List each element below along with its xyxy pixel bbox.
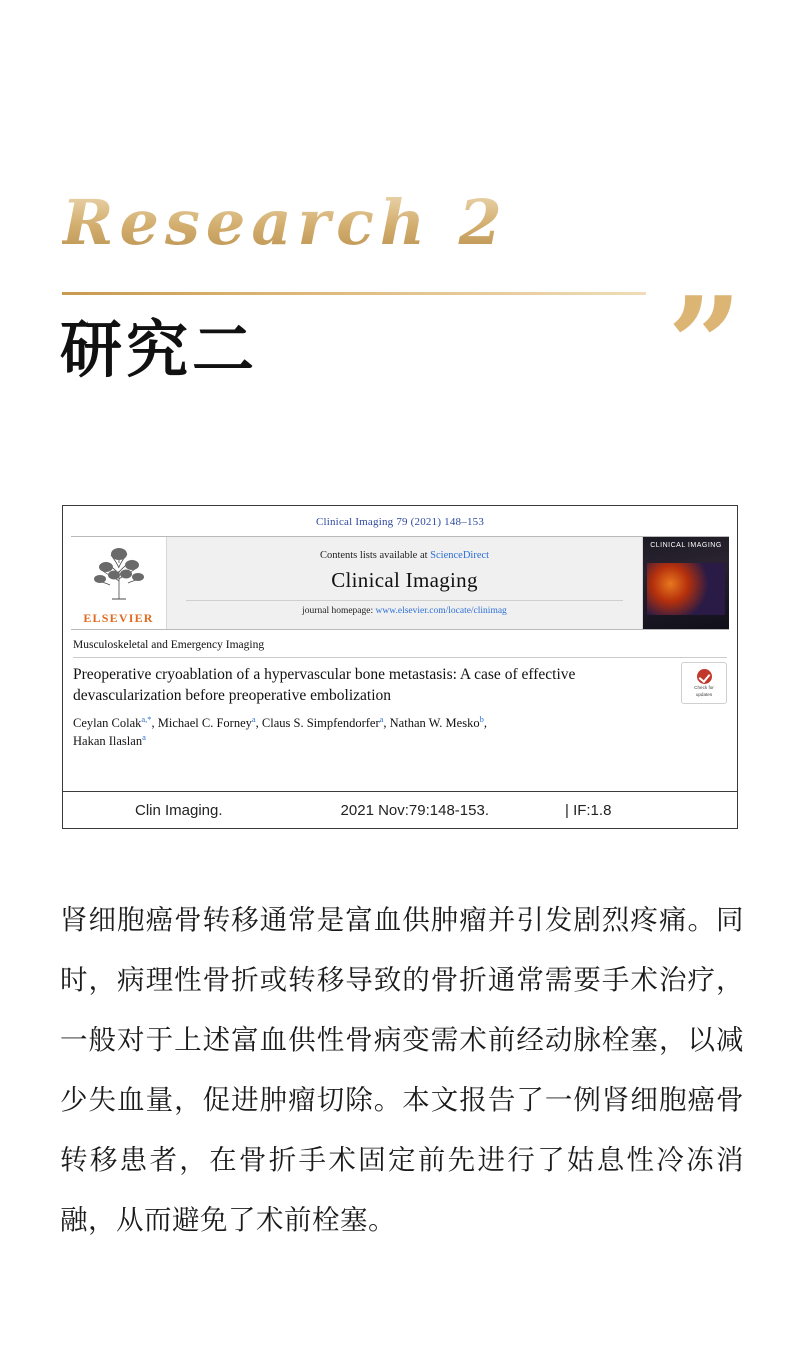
elsevier-tree-icon — [88, 541, 150, 603]
author-name: Ceylan Colak — [73, 716, 142, 730]
author-name: Michael C. Forney — [157, 716, 252, 730]
crossmark-circle-icon — [697, 669, 712, 684]
author-affiliation-marker: a — [379, 713, 384, 724]
page-header — [0, 0, 800, 430]
gold-divider — [62, 292, 646, 295]
page-title: 研究二 — [60, 313, 259, 386]
footer-impact-factor: | IF:1.8 — [565, 801, 612, 819]
header-script-title — [62, 186, 508, 259]
elsevier-logo — [71, 537, 167, 629]
cover-title: CLINICAL IMAGING — [650, 542, 722, 549]
journal-name: Clinical Imaging — [331, 568, 478, 592]
article-section-label: Musculoskeletal and Emergency Imaging — [73, 639, 727, 658]
contents-prefix: Contents lists available at — [319, 550, 431, 561]
article-title: Preoperative cryoablation of a hypervascular bone metastasis: A case of effective devascularization before preoperative embolization — [73, 666, 576, 704]
journal-masthead — [71, 536, 729, 630]
author-name: Nathan W. Mesko — [389, 716, 480, 730]
author-name: Claus S. Simpfendorfer — [261, 716, 380, 730]
article-title-row — [73, 658, 727, 707]
quote-mark-icon: ” — [667, 268, 740, 421]
elsevier-wordmark: ELSEVIER — [83, 611, 154, 625]
article-authors: Ceylan Colak$^{a,*}$, Michael C. Forney$^a$, Claus S. Simpfendorfer$^a$, Nathan W. Mesko$^b$, Hakan Ilaslan$^a$ — [73, 713, 487, 749]
sciencedirect-link[interactable]: ScienceDirect — [430, 550, 490, 561]
journal-homepage-link[interactable]: www.elsevier.com/locate/clinimag — [375, 606, 507, 616]
author-affiliation-marker: a — [251, 713, 256, 724]
crossmark-label-line2: updates — [695, 691, 713, 697]
header-script-title-text: Research 2 — [62, 186, 508, 259]
author-affiliation-marker: a,* — [141, 713, 152, 724]
cover-artwork — [647, 563, 725, 615]
citation-footer — [63, 791, 737, 828]
author-affiliation-marker: b — [479, 713, 484, 724]
homepage-prefix: journal homepage: — [302, 606, 376, 616]
journal-cover-thumbnail — [642, 537, 729, 629]
journal-citation-line: Clinical Imaging 79 (2021) 148–153 — [315, 516, 485, 528]
crossmark-badge-icon[interactable] — [681, 662, 727, 704]
footer-citation: 2021 Nov:79:148-153. — [340, 801, 489, 819]
contents-line — [320, 550, 489, 561]
article-card — [62, 505, 738, 829]
crossmark-label-line1: Check for — [694, 685, 714, 691]
masthead-center — [167, 537, 642, 629]
footer-journal-abbrev: Clin Imaging. — [135, 801, 223, 819]
author-name: Hakan Ilaslan — [73, 734, 143, 749]
summary-paragraph: 肾细胞癌骨转移通常是富血供肿瘤并引发剧烈疼痛。同时，病理性骨折或转移导致的骨折通常需要手术治疗，一般对于上述富血供性骨病变需术前经动脉栓塞，以减少失血量，促进肿瘤切除。本文报告了一例肾细胞癌骨转移患者，在骨折手术固定前先进行了姑息性冷冻消融，从而避免了术前栓塞。 — [60, 904, 744, 1235]
journal-homepage-line — [186, 600, 623, 616]
author-affiliation-marker: a — [142, 731, 146, 742]
